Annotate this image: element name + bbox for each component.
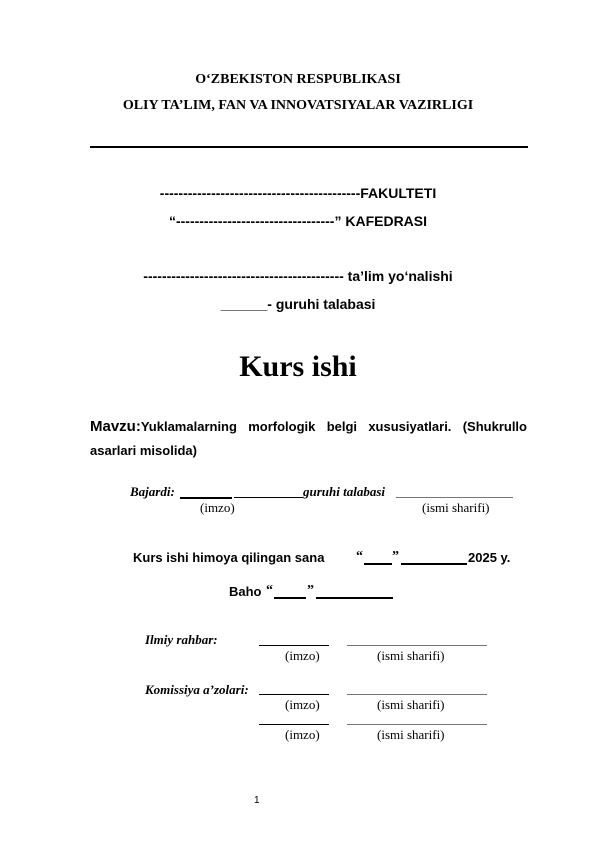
topic-line-2: asarlari misolida) xyxy=(90,443,197,458)
performer-sign-caption: (imzo) xyxy=(200,500,235,515)
defense-day-blank[interactable] xyxy=(364,563,392,565)
grade-words-blank[interactable] xyxy=(316,597,393,599)
supervisor-name-blank[interactable] xyxy=(347,645,487,646)
grade-close-quote: ” xyxy=(307,583,314,598)
commission-1-name-blank[interactable] xyxy=(347,694,487,695)
grade-open-quote: “ xyxy=(266,583,273,598)
page-number: 1 xyxy=(254,795,260,806)
commission-2-sign-blank[interactable] xyxy=(259,724,329,725)
commission-label: Komissiya a’zolari: xyxy=(145,682,249,697)
defense-open-quote: “ xyxy=(356,549,363,564)
topic-line-1 xyxy=(90,418,527,435)
topic-label: Mavzu: xyxy=(90,418,141,435)
defense-month-blank[interactable] xyxy=(401,563,467,565)
performer-group-blank[interactable] xyxy=(180,497,232,499)
commission-1-sign-caption: (imzo) xyxy=(285,697,320,712)
group-line: ______- guruhi talabasi xyxy=(220,296,376,312)
direction-line: ------------------------------------------- ta’lim yo‘nalishi xyxy=(143,268,453,284)
grade-blank[interactable] xyxy=(274,597,306,599)
document-title: Kurs ishi xyxy=(239,350,357,383)
performer-label: Bajardi: xyxy=(130,484,175,499)
defense-close-quote: ” xyxy=(392,549,399,564)
grade-label: Baho xyxy=(229,584,262,599)
performer-name-caption: (ismi sharifi) xyxy=(422,500,490,515)
faculty-line: -------------------------------------------FAKULTETI xyxy=(159,185,437,201)
department-line: “----------------------------------” KAFEDRASI xyxy=(168,213,428,229)
performer-name-blank[interactable] xyxy=(396,497,513,498)
defense-year: 2025 y. xyxy=(468,550,511,565)
supervisor-label: Ilmiy rahbar: xyxy=(145,632,218,647)
header-divider xyxy=(90,146,528,148)
republic-title: O‘ZBEKISTON RESPUBLIKASI xyxy=(195,72,401,87)
commission-2-name-blank[interactable] xyxy=(347,724,487,725)
performer-group-text: guruhi talabasi xyxy=(303,484,386,499)
supervisor-name-caption: (ismi sharifi) xyxy=(377,648,445,663)
ministry-title: OLIY TA’LIM, FAN VA INNOVATSIYALAR VAZIRLIGI xyxy=(122,98,474,113)
defense-label: Kurs ishi himoya qilingan sana xyxy=(133,550,325,565)
commission-2-name-caption: (ismi sharifi) xyxy=(377,727,445,742)
performer-sign-blank[interactable] xyxy=(234,497,303,498)
commission-2-sign-caption: (imzo) xyxy=(285,727,320,742)
topic-text: Yuklamalarning morfologik belgi xususiyatlari. (Shukrullo xyxy=(140,419,527,434)
supervisor-sign-caption: (imzo) xyxy=(285,648,320,663)
commission-1-sign-blank[interactable] xyxy=(259,694,329,695)
commission-1-name-caption: (ismi sharifi) xyxy=(377,697,445,712)
supervisor-sign-blank[interactable] xyxy=(259,645,329,646)
